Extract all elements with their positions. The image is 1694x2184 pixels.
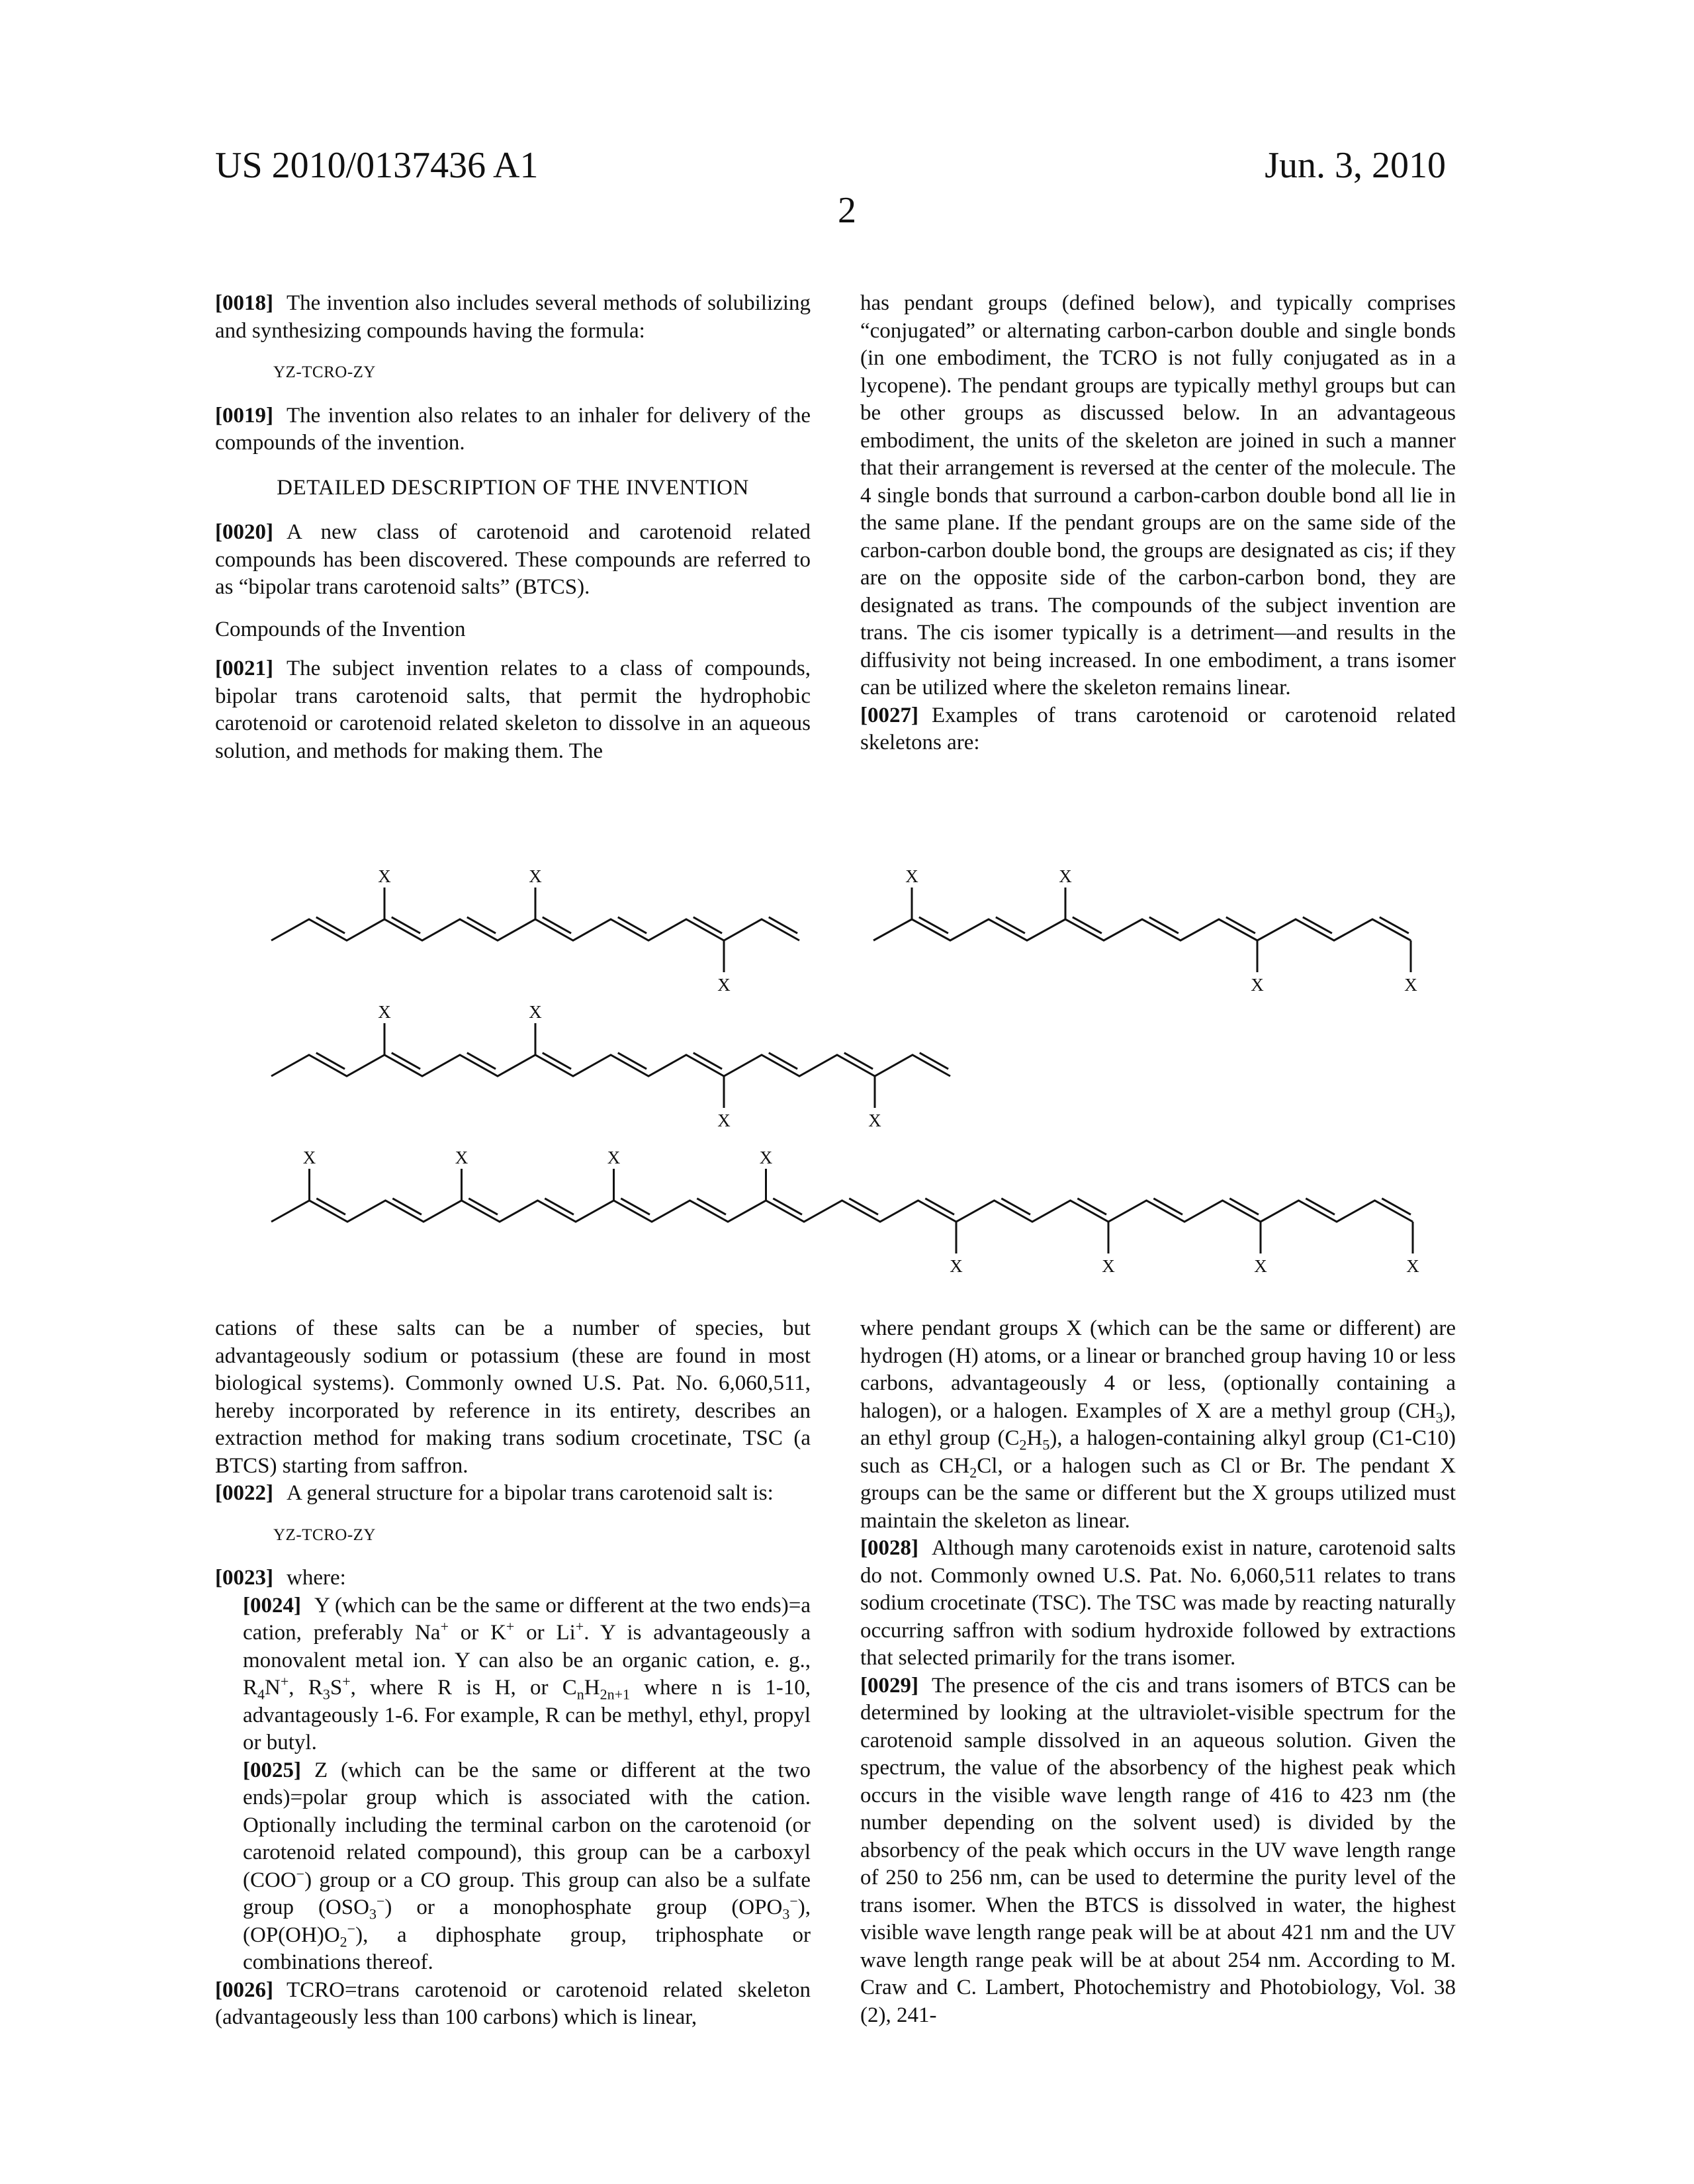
subscript: 3: [782, 1906, 789, 1923]
pendant-x-label: X: [717, 975, 731, 995]
pendant-x-label: X: [905, 866, 918, 886]
paragraph-0026: [215, 1977, 811, 2032]
paragraph-0021-continued: cations of these salts can be a number of species, but advantageously sodium or potassium (these are found in most biological systems). Commonly owned U.S. Pat. No. 6,060,511, hereby incorporated by reference in its entirety, describes an extraction method for making trans sodium crocetinate, TSC (a BTCS) starting from saffron.: [215, 1315, 811, 1480]
text-run: ) group or a CO group. This group can also be a sulfate group (OSO: [243, 1868, 811, 1920]
paragraph-text: The invention also includes several methods of solubilizing and synthesizing compounds having the formula:: [215, 291, 811, 343]
paragraph-number: [0020]: [215, 520, 273, 544]
superscript: +: [506, 1618, 514, 1635]
paragraph-0019: [215, 402, 811, 457]
structure-4: [271, 1148, 1419, 1276]
subscript: 3: [323, 1686, 330, 1703]
paragraph-0027: [860, 702, 1456, 757]
text-run: or Li: [514, 1621, 575, 1645]
pendant-x-label: X: [1254, 1256, 1267, 1276]
text-run: H: [1026, 1426, 1042, 1450]
formula: YZ-TCRO-ZY: [273, 359, 811, 387]
text-run: ), (OP(OH)O: [243, 1895, 811, 1947]
paragraph-number: [0021]: [215, 657, 273, 680]
paragraph-0029: [860, 1672, 1456, 2030]
superscript: −: [347, 1921, 355, 1937]
text-run: ) or a monophosphate group (OPO: [384, 1895, 782, 1919]
text-run: Y (which can be the same or different at the two ends)=a cation, preferably Na: [243, 1594, 811, 1645]
skeleton-chain: [271, 919, 799, 940]
pendant-x-label: X: [529, 866, 542, 886]
publication-date: Jun. 3, 2010: [1265, 147, 1446, 184]
text-run: ), a halogen-containing alkyl group (C1-C10) such as CH: [860, 1426, 1456, 1478]
pendant-x-label: X: [1059, 866, 1072, 886]
pendant-x-label: X: [1404, 975, 1417, 995]
paragraph-text: Although many carotenoids exist in nature, carotenoid salts do not. Commonly owned U.S. Pat. No. 6,060,511 relates to trans sodium crocetinate (TSC). The TSC was made by reacting naturally occurring saffron with sodium hydroxide followed by extractions that selected primarily for the trans isomer.: [860, 1536, 1456, 1670]
superscript: −: [789, 1893, 797, 1909]
superscript: +: [342, 1673, 350, 1690]
pendant-x-label: X: [607, 1148, 621, 1167]
pendant-x-label: X: [1251, 975, 1264, 995]
subscript: 2n+1: [600, 1686, 630, 1703]
paragraph-0021: [215, 655, 811, 765]
skeleton-chain: [873, 919, 1411, 940]
paragraph-text: The presence of the cis and trans isomers of BTCS can be determined by looking at the ultraviolet-visible spectrum for the carotenoid sample dissolved in an aqueous solution. Given the spectrum, the value of the absorbency of the highest peak which occurs in the visible wave length range of 416 to 423 nm (the number depending on the solvent used) is divided by the absorbency of the peak which occurs in the UV wave length range of 250 to 256 nm, can be used to determine the purity level of the trans isomer. When the BTCS is dissolved in water, the highest visible wave length range peak will be at about 421 nm and the UV wave length range peak will be at about 254 nm. According to M. Craw and C. Lambert, Photochemistry and Photobiology, Vol. 38 (2), 241-: [860, 1674, 1456, 2027]
pendant-x-label: X: [950, 1256, 963, 1276]
paragraph-number: [0028]: [860, 1536, 918, 1560]
paragraph-0022: [215, 1480, 811, 1508]
subscript: 2: [969, 1464, 977, 1480]
subscript: 2: [340, 1933, 347, 1950]
paragraph-number: [0025]: [243, 1758, 301, 1782]
paragraph-number: [0022]: [215, 1481, 273, 1505]
column-upper-left: [215, 290, 811, 779]
text-run: where pendant groups X (which can be the same or different) are hydrogen (H) atoms, or a linear or branched group having 10 or less carbons, advantageously 4 or less, (optionally containing a halogen), or a halogen. Examples of X are a methyl group (CH: [860, 1316, 1456, 1423]
paragraph-0018: [215, 290, 811, 345]
subscript: 5: [1042, 1437, 1049, 1453]
page-number: 2: [0, 192, 1694, 229]
pendant-x-label: X: [717, 1111, 731, 1130]
pendant-x-label: X: [378, 1002, 391, 1022]
text-run: N: [265, 1676, 281, 1700]
structure-1: [271, 866, 799, 995]
paragraph-text: Examples of trans carotenoid or carotenoid related skeletons are:: [860, 704, 1456, 755]
text-run: S: [330, 1676, 342, 1700]
section-heading: DETAILED DESCRIPTION OF THE INVENTION: [215, 475, 811, 502]
carotenoid-skeleton-structures: [265, 841, 1456, 1264]
structure-3: [271, 1002, 950, 1130]
superscript: −: [377, 1893, 384, 1909]
paragraph-0026-continued: has pendant groups (defined below), and typically comprises “conjugated” or alternating carbon-carbon double and single bonds (in one embodiment, the TCRO is not fully conjugated as in a lycopene). The pendant groups are typically methyl groups but can be other groups as discussed below. In an advantageous embodiment, the units of the skeleton are joined in such a manner that their arrangement is reversed at the center of the molecule. The 4 single bonds that surround a carbon-carbon double bond all lie in the same plane. If the pendant groups are on the same side of the carbon-carbon double bond, the groups are designated as cis; if they are on the opposite side of the carbon-carbon bond, they are designated as trans. The compounds of the subject invention are trans. The cis isomer typically is a detriment—and results in the diffusivity not being increased. In one embodiment, a trans isomer can be utilized where the skeleton remains linear.: [860, 290, 1456, 702]
paragraph-0028: [860, 1535, 1456, 1672]
subscript: 2: [1019, 1437, 1026, 1453]
text-run: ), a diphosphate group, triphosphate or combinations thereof.: [243, 1923, 811, 1975]
subscript: 3: [1436, 1409, 1443, 1426]
text-run: , R: [289, 1676, 323, 1700]
paragraph-number: [0027]: [860, 704, 918, 727]
paragraph-number: [0024]: [243, 1594, 301, 1617]
paragraph-number: [0018]: [215, 291, 273, 315]
paragraph-text: The subject invention relates to a class of compounds, bipolar trans carotenoid salts, that permit the hydrophobic carotenoid or carotenoid related skeleton to dissolve in an aqueous solution, and methods for making them. The: [215, 657, 811, 763]
paragraph-number: [0019]: [215, 404, 273, 428]
paragraph-0023: [215, 1565, 811, 1592]
paragraph-0024: [243, 1592, 811, 1757]
paragraph-number: [0023]: [215, 1566, 273, 1590]
pendant-x-label: X: [868, 1111, 881, 1130]
text-run: Z (which can be the same or different at the two ends)=polar group which is associated with the cation. Optionally including the terminal carbon on the carotenoid (or carotenoid related compound), this group can be a carboxyl (COO: [243, 1758, 811, 1892]
pendant-x-label: X: [378, 866, 391, 886]
paragraph-text: A general structure for a bipolar trans carotenoid salt is:: [287, 1481, 774, 1505]
column-lower-left: [215, 1315, 811, 2046]
skeleton-chain: [271, 1201, 1413, 1222]
column-lower-right: [860, 1315, 1456, 2043]
column-upper-right: [860, 290, 1456, 771]
text-run: ), an ethyl group (C: [860, 1399, 1456, 1451]
paragraph-text: where:: [287, 1566, 346, 1590]
superscript: +: [576, 1618, 584, 1635]
paragraph-text: TCRO=trans carotenoid or carotenoid related skeleton (advantageously less than 100 carbons) which is linear,: [215, 1978, 811, 2030]
pendant-x-label: X: [455, 1148, 468, 1167]
publication-number: US 2010/0137436 A1: [215, 147, 539, 184]
formula: YZ-TCRO-ZY: [273, 1522, 811, 1549]
pendant-x-label: X: [1102, 1256, 1115, 1276]
paragraph-number: [0026]: [215, 1978, 273, 2002]
superscript: −: [296, 1866, 304, 1882]
paragraph-0027-continued: [860, 1315, 1456, 1535]
text-run: Cl, or a halogen such as Cl or Br. The pendant X groups can be the same or different but the X groups utilized must maintain the skeleton as linear.: [860, 1454, 1456, 1533]
paragraph-number: [0029]: [860, 1674, 918, 1698]
subsection-heading: Compounds of the Invention: [215, 616, 811, 644]
pendant-x-label: X: [529, 1002, 542, 1022]
text-run: H: [584, 1676, 600, 1700]
subscript: 4: [257, 1686, 265, 1703]
superscript: +: [441, 1618, 449, 1635]
text-run: where n is 1-10, advantageously 1-6. For example, R can be methyl, ethyl, propyl or butyl.: [243, 1676, 811, 1754]
skeleton-chain: [271, 1055, 950, 1076]
paragraph-text: A new class of carotenoid and carotenoid related compounds has been discovered. These compounds are referred to as “bipolar trans carotenoid salts” (BTCS).: [215, 520, 811, 599]
pendant-x-label: X: [1406, 1256, 1419, 1276]
text-run: or K: [449, 1621, 506, 1645]
superscript: +: [281, 1673, 289, 1690]
paragraph-0020: [215, 519, 811, 602]
pendant-x-label: X: [303, 1148, 316, 1167]
subscript: 3: [369, 1906, 377, 1923]
subscript: n: [577, 1686, 584, 1703]
text-run: . Y is advantageously a monovalent metal ion. Y can also be an organic cation, e. g., R: [243, 1621, 811, 1700]
paragraph-text: The invention also relates to an inhaler for delivery of the compounds of the invention.: [215, 404, 811, 455]
structure-2: [873, 866, 1417, 995]
pendant-x-label: X: [760, 1148, 773, 1167]
text-run: , where R is H, or C: [351, 1676, 577, 1700]
paragraph-0025: [243, 1757, 811, 1977]
